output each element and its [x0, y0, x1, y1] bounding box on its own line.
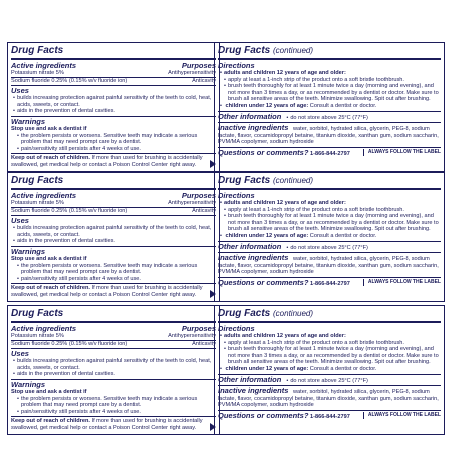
stop-use-heading: Stop use and ask a dentist if: [11, 388, 87, 395]
ingredient-name: Sodium fluoride 0.25% (0.15% w/v fluoride ion): [11, 207, 128, 214]
direction-item: • brush teeth thoroughly for at least 1 minute twice a day (morning and evening), and not more than 3 times a day, or as recommended by a dentist or doctor. Make sure to brush all sensitive areas of the teeth. Minimize swallowing. Spit out after brushing.: [218, 213, 441, 233]
active-ingredients-heading: Active ingredients: [11, 191, 77, 200]
questions-row: [218, 410, 441, 421]
other-information-heading: Other information: [218, 241, 282, 251]
ingredient-purpose: Anticavity: [192, 77, 216, 84]
inactive-ingredients-heading: Inactive ingredients: [218, 386, 289, 396]
warnings-heading: [11, 379, 216, 389]
uses-heading: [11, 215, 216, 225]
phone-number: 1-866-844-2797: [310, 413, 350, 420]
drug-facts-continued-panel: [214, 172, 445, 302]
inactive-ingredients-heading: Inactive ingredients: [218, 123, 289, 133]
direction-item: • apply at least a 1-inch strip of the product onto a soft bristle toothbrush.: [218, 340, 441, 347]
other-information: [218, 111, 441, 122]
ingredient-purpose: Antihypersensitivity: [168, 333, 216, 339]
other-information-text: • do not store above 25°C (77°F): [284, 245, 368, 252]
inactive-ingredients-heading: Inactive ingredients: [218, 253, 289, 263]
ingredient-name: Sodium fluoride 0.25% (0.15% w/v fluoride ion): [11, 77, 128, 84]
ingredient-row: [11, 208, 216, 215]
continued-label: (continued): [273, 46, 314, 55]
drug-facts-continued-panel: [214, 305, 445, 435]
active-ingredients-header: [11, 61, 216, 70]
stop-use-item: • pain/sensitivity still persists after 4 weeks of use.: [11, 146, 216, 153]
direction-item: • apply at least a 1-inch strip of the product onto a soft bristle toothbrush.: [218, 207, 441, 214]
ingredient-name: Potassium nitrate 5%: [11, 70, 64, 76]
questions-heading: Questions or comments?: [218, 277, 309, 287]
phone-number: 1-866-844-2797: [310, 150, 350, 157]
uses-heading-text: Uses: [11, 349, 29, 359]
ingredient-purpose: Anticavity: [192, 340, 216, 347]
ingredient-name: Potassium nitrate 5%: [11, 333, 64, 339]
children-direction: [218, 233, 441, 240]
drug-facts-continued-title: [218, 45, 441, 60]
label-strip: [0, 305, 450, 437]
stop-use-item: • the problem persists or worsens. Sensitive teeth may indicate a serious problem that may need prompt care by a dentist.: [11, 396, 216, 409]
drug-facts-panel: [7, 305, 220, 435]
drug-facts-title-text: Drug Facts: [218, 308, 271, 319]
questions-block: [218, 411, 350, 421]
children-bold: children under 12 years of age:: [225, 365, 309, 372]
always-follow-label: ALWAYS FOLLOW THE LABEL: [363, 279, 441, 286]
ingredient-purpose: Antihypersensitivity: [168, 200, 216, 206]
ingredient-name: Sodium fluoride 0.25% (0.15% w/v fluoride ion): [11, 340, 128, 347]
ingredient-row: [11, 333, 216, 341]
direction-item: • brush teeth thoroughly for at least 1 minute twice a day (morning and evening), and not more than 3 times a day, or as recommended by a dentist or doctor. Make sure to brush all sensitive areas of the teeth. Minimize swallowing. Spit out after brushing.: [218, 83, 441, 103]
drug-facts-title: Drug Facts: [11, 308, 216, 323]
drug-facts-title: Drug Facts: [11, 45, 216, 60]
purposes-heading: Purposes: [181, 324, 216, 333]
questions-row: [218, 277, 441, 288]
keep-out-text: If more than used for brushing is accidentally swallowed, get medical help or contact a Poison Control Center right away.: [11, 418, 203, 431]
keep-out-text: If more than used for brushing is accidentally swallowed, get medical help or contact a Poison Control Center right away.: [11, 155, 203, 168]
keep-out-bold: Keep out of reach of children.: [11, 285, 90, 292]
active-ingredients-heading: Active ingredients: [11, 324, 77, 333]
warnings-heading-text: Warnings: [11, 116, 46, 126]
active-ingredients-header: [11, 191, 216, 200]
other-information-heading: Other information: [218, 374, 282, 384]
directions-heading: [218, 324, 441, 333]
inactive-ingredients-block: [218, 253, 441, 276]
inactive-ingredients: [218, 252, 441, 276]
questions-block: [218, 278, 350, 288]
keep-out-bold: Keep out of reach of children.: [11, 418, 90, 425]
children-text: Consult a dentist or doctor.: [309, 365, 377, 372]
directions-heading: [218, 61, 441, 70]
direction-item: • apply at least a 1-inch strip of the product onto a soft bristle toothbrush.: [218, 77, 441, 84]
other-information-text: • do not store above 25°C (77°F): [284, 378, 368, 385]
warnings-heading-text: Warnings: [11, 379, 46, 389]
inactive-ingredients-text: water, sorbitol, hydrated silica, glycerin, PEG-8, sodium lactate, flavor, cocamidopropyl betaine, titanium dioxide, xanthan gum, sodium saccharin, PVM/MA copolymer, sodium hydroxide: [218, 126, 439, 146]
adults-heading: • adults and children 12 years of age and older:: [218, 70, 441, 77]
stop-use-heading: Stop use and ask a dentist if: [11, 255, 87, 262]
directions-heading-text: Directions: [218, 61, 255, 70]
ingredient-row: [11, 341, 216, 348]
ingredient-row: [11, 70, 216, 78]
stop-use-item: • the problem persists or worsens. Sensitive teeth may indicate a serious problem that may need prompt care by a dentist.: [11, 263, 216, 276]
directions-heading-text: Directions: [218, 324, 255, 333]
children-text: Consult a dentist or doctor.: [309, 102, 377, 109]
phone-number: 1-866-844-2797: [310, 280, 350, 287]
active-ingredients-heading: Active ingredients: [11, 61, 77, 70]
inactive-ingredients-block: [218, 386, 441, 409]
inactive-ingredients-text: water, sorbitol, hydrated silica, glycerin, PEG-8, sodium lactate, flavor, cocamidopropyl betaine, titanium dioxide, xanthan gum, sodium saccharin, PVM/MA copolymer, sodium hydroxide: [218, 256, 439, 276]
directions-heading-text: Directions: [218, 191, 255, 200]
stop-use-item: • pain/sensitivity still persists after 4 weeks of use.: [11, 276, 216, 283]
warnings-heading-text: Warnings: [11, 246, 46, 256]
keep-out-of-reach: [11, 416, 216, 431]
use-item: • aids in the prevention of dental cavities.: [11, 371, 216, 378]
drug-facts-panel: [7, 172, 220, 302]
other-information-text: • do not store above 25°C (77°F): [284, 115, 368, 122]
children-bold: children under 12 years of age:: [225, 232, 309, 239]
uses-heading-text: Uses: [11, 216, 29, 226]
label-strip: [0, 172, 450, 304]
questions-heading: Questions or comments?: [218, 147, 309, 157]
ingredient-name: Potassium nitrate 5%: [11, 200, 64, 206]
ingredient-row: [11, 200, 216, 208]
keep-out-bold: Keep out of reach of children.: [11, 155, 90, 162]
inactive-ingredients: [218, 385, 441, 409]
stop-use-heading: Stop use and ask a dentist if: [11, 125, 87, 132]
drug-facts-continued-title: [218, 308, 441, 323]
ingredient-row: [11, 78, 216, 85]
inactive-ingredients-text: water, sorbitol, hydrated silica, glycerin, PEG-8, sodium lactate, flavor, cocamidopropyl betaine, titanium dioxide, xanthan gum, sodium saccharin, PVM/MA copolymer, sodium hydroxide: [218, 389, 439, 409]
inactive-ingredients-block: [218, 123, 441, 146]
uses-heading-text: Uses: [11, 86, 29, 96]
label-strip: [0, 42, 450, 174]
purposes-heading: Purposes: [181, 61, 216, 70]
adults-heading: • adults and children 12 years of age and older:: [218, 333, 441, 340]
use-item: • aids in the prevention of dental cavities.: [11, 108, 216, 115]
continued-label: (continued): [273, 176, 314, 185]
ingredient-purpose: Anticavity: [192, 207, 216, 214]
use-item: • builds increasing protection against painful sensitivity of the teeth to cold, heat, acids, sweets, or contact.: [11, 225, 216, 238]
keep-out-of-reach: [11, 283, 216, 298]
inactive-ingredients: [218, 122, 441, 146]
drug-facts-continued-title: [218, 175, 441, 190]
always-follow-label: ALWAYS FOLLOW THE LABEL: [363, 412, 441, 419]
keep-out-of-reach: [11, 153, 216, 168]
drug-facts-continued-panel: [214, 42, 445, 172]
drug-facts-title: Drug Facts: [11, 175, 216, 190]
other-information: [218, 241, 441, 252]
children-bold: children under 12 years of age:: [225, 102, 309, 109]
uses-heading: [11, 348, 216, 358]
questions-block: [218, 148, 350, 158]
use-item: • builds increasing protection against painful sensitivity of the teeth to cold, heat, acids, sweets, or contact.: [11, 95, 216, 108]
other-information-heading: Other information: [218, 111, 282, 121]
warnings-heading: [11, 246, 216, 256]
use-item: • builds increasing protection against painful sensitivity of the teeth to cold, heat, acids, sweets, or contact.: [11, 358, 216, 371]
use-item: • aids in the prevention of dental cavities.: [11, 238, 216, 245]
stop-use-item: • pain/sensitivity still persists after 4 weeks of use.: [11, 409, 216, 416]
other-information: [218, 374, 441, 385]
children-direction: [218, 103, 441, 110]
drug-facts-title-text: Drug Facts: [218, 45, 271, 56]
directions-heading: [218, 191, 441, 200]
uses-heading: [11, 85, 216, 95]
ingredient-purpose: Antihypersensitivity: [168, 70, 216, 76]
active-ingredients-header: [11, 324, 216, 333]
drug-facts-title-text: Drug Facts: [218, 175, 271, 186]
questions-heading: Questions or comments?: [218, 410, 309, 420]
children-text: Consult a dentist or doctor.: [309, 232, 377, 239]
questions-row: [218, 147, 441, 158]
adults-heading: • adults and children 12 years of age and older:: [218, 200, 441, 207]
drug-facts-panel: [7, 42, 220, 172]
continued-label: (continued): [273, 309, 314, 318]
warnings-heading: [11, 116, 216, 126]
children-direction: [218, 366, 441, 373]
purposes-heading: Purposes: [181, 191, 216, 200]
keep-out-text: If more than used for brushing is accidentally swallowed, get medical help or contact a Poison Control Center right away.: [11, 285, 203, 298]
always-follow-label: ALWAYS FOLLOW THE LABEL: [363, 149, 441, 156]
stop-use-item: • the problem persists or worsens. Sensitive teeth may indicate a serious problem that may need prompt care by a dentist.: [11, 133, 216, 146]
direction-item: • brush teeth thoroughly for at least 1 minute twice a day (morning and evening), and not more than 3 times a day, or as recommended by a dentist or doctor. Make sure to brush all sensitive areas of the teeth. Minimize swallowing. Spit out after brushing.: [218, 346, 441, 366]
